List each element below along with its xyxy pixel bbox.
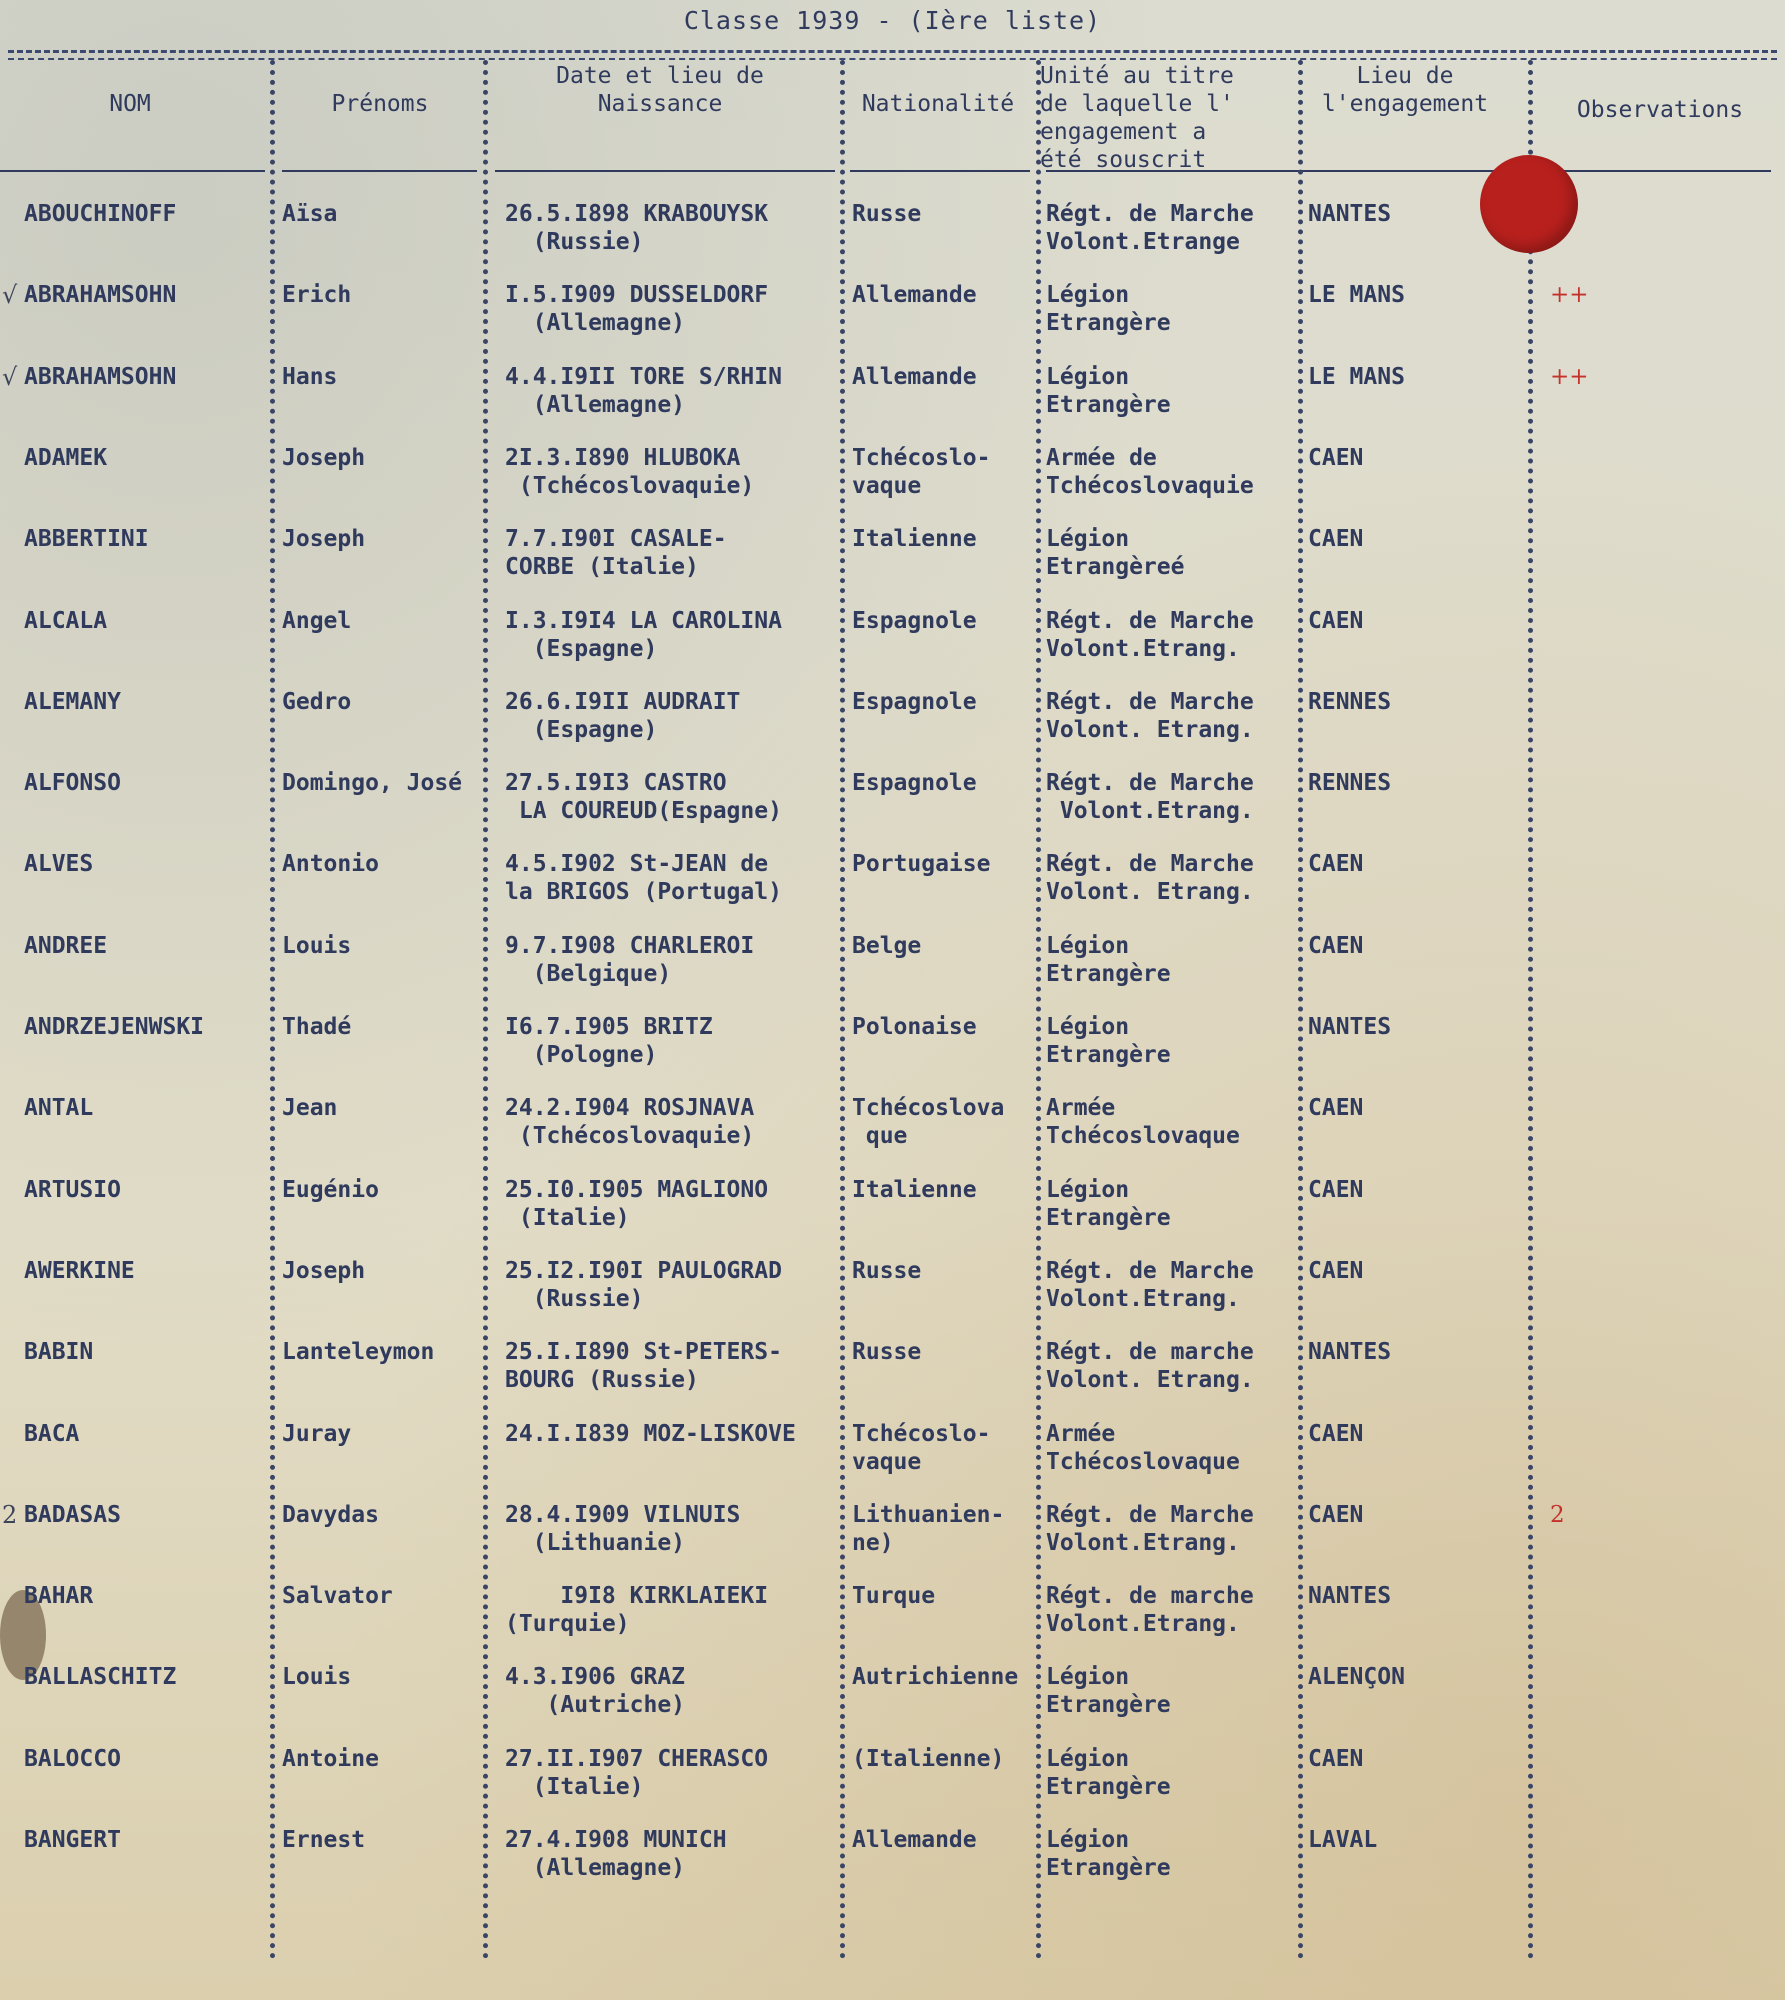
enlistment-place-cell: CAEN [1308,932,1364,959]
name-cell: ABOUCHINOFF [24,201,177,227]
enlistment-place-cell: LE MANS [1308,282,1405,309]
header-nom: NOM [109,91,151,117]
margin-check-mark: √ [2,281,18,310]
observations-cell: ++ [1550,282,1589,309]
birth-date-place-cell: I.3.I9I4 LA CAROLINA (Espagne) [505,607,782,662]
enlistment-place-cell: CAEN [1308,1176,1364,1203]
unit-cell: Légion Etrangère [1046,1014,1171,1068]
enlistment-place-cell: CAEN [1308,1745,1364,1772]
enlistment-place-cell: RENNES [1308,688,1392,715]
birth-date-place-cell: 27.4.I908 MUNICH (Allemagne) [505,1827,727,1881]
prenom-cell: Thadé [282,1014,352,1040]
name-cell: ALEMANY [24,688,121,715]
name-cell: BANGERT [24,1827,121,1853]
enlistment-place-cell: NANTES [1308,1014,1392,1040]
prenom-cell: Joseph [282,1257,366,1284]
table-row [0,1663,1785,1744]
prenom-cell: Hans [282,363,338,390]
table-row [0,363,1785,444]
enlistment-place-cell: CAEN [1308,851,1364,878]
unit-cell: Légion Etrangère [1046,1176,1171,1231]
birth-date-place-cell: 25.I.I890 St-PETERS- BOURG (Russie) [505,1339,782,1394]
header-rule [850,170,1030,172]
unit-cell: Régt. de marche Volont.Etrang. [1046,1583,1254,1638]
table-row [0,281,1785,362]
prenom-cell: Angel [282,607,352,634]
nationality-cell: Portugaise [852,851,991,878]
table-row [0,1176,1785,1257]
header-lieu-engagement: Lieu de l'engagement [1321,63,1489,117]
table-row [0,688,1785,769]
name-cell: ALFONSO [24,770,121,797]
name-cell: ADAMEK [24,444,108,471]
table-row [0,1501,1785,1582]
name-cell: ARTUSIO [24,1176,121,1203]
name-cell: BACA [24,1420,80,1447]
enlistment-place-cell: LE MANS [1308,363,1405,390]
prenom-cell: Davydas [282,1501,379,1528]
unit-cell: Régt. de Marche Volont. Etrang. [1046,851,1254,906]
nationality-cell: Allemande [852,1827,977,1853]
name-cell: BAHAR [24,1583,94,1610]
nationality-cell: Russe [852,201,922,227]
table-row [0,1257,1785,1338]
unit-cell: Légion Etrangère [1046,282,1171,337]
birth-date-place-cell: 4.3.I906 GRAZ (Autriche) [505,1664,686,1719]
unit-cell: Légion Etrangère [1046,932,1171,987]
margin-check-mark: √ [2,362,18,391]
enlistment-place-cell: ALENÇON [1308,1664,1405,1691]
prenom-cell: Louis [282,1664,352,1691]
nationality-cell: Tchécoslo- vaque [852,444,991,499]
table-row [0,444,1785,525]
birth-date-place-cell: 26.5.I898 KRABOUYSK (Russie) [505,201,769,255]
unit-cell: Régt. de Marche Volont.Etrange [1046,201,1254,255]
birth-date-place-cell: 9.7.I908 CHARLEROI (Belgique) [505,932,755,987]
header-rule [1046,170,1771,172]
nationality-cell: Autrichienne [852,1664,1019,1691]
nationality-cell: Espagnole [852,607,977,634]
header-prenoms: Prénoms [331,91,429,117]
nationality-cell: Belge [852,932,922,959]
prenom-cell: Antoine [282,1745,379,1772]
prenom-cell: Erich [282,282,352,309]
name-cell: ALCALA [24,607,108,634]
header-date-lieu: Date et lieu de Naissance [556,63,764,117]
nationality-cell: Polonaise [852,1014,977,1040]
name-cell: BALLASCHITZ [24,1664,177,1691]
birth-date-place-cell: I6.7.I905 BRITZ (Pologne) [505,1014,713,1068]
table-row [0,525,1785,606]
nationality-cell: Espagnole [852,770,977,797]
table-row [0,1745,1785,1826]
birth-date-place-cell: 4.5.I902 St-JEAN de la BRIGOS (Portugal) [505,851,782,906]
document-title: Classe 1939 - (Ière liste) [683,6,1102,35]
prenom-cell: Joseph [282,526,366,553]
prenom-cell: Antonio [282,851,379,878]
name-cell: ABRAHAMSOHN [24,363,177,390]
header-nationalite: Nationalité [861,91,1015,117]
nationality-cell: Russe [852,1257,922,1284]
enlistment-place-cell: NANTES [1308,1339,1392,1366]
name-cell: BALOCCO [24,1745,121,1772]
enlistment-place-cell: CAEN [1308,444,1364,471]
prenom-cell: Gedro [282,688,352,715]
header-unite: Unité au titre de laquelle l' engagement a été souscrit [1040,63,1234,173]
nationality-cell: Allemande [852,282,977,309]
nationality-cell: Italienne [852,1176,977,1203]
header-rule [282,170,477,172]
observations-cell: 2 [1550,1501,1565,1528]
enlistment-place-cell: LAVAL [1308,1827,1378,1853]
enlistment-place-cell: CAEN [1308,1095,1364,1122]
enlistment-place-cell: CAEN [1308,1257,1364,1284]
unit-cell: Légion Etrangèreé [1046,526,1185,581]
table-row [0,1826,1785,1907]
birth-date-place-cell: 27.II.I907 CHERASCO (Italie) [505,1745,769,1800]
birth-date-place-cell: I9I8 KIRKLAIEKI (Turquie) [505,1583,769,1638]
enlistment-place-cell: NANTES [1308,1583,1392,1610]
table-row [0,1013,1785,1094]
name-cell: BABIN [24,1339,94,1366]
unit-cell: Régt. de Marche Volont.Etrang. [1046,1257,1254,1312]
nationality-cell: Russe [852,1339,922,1366]
name-cell: BADASAS [24,1501,121,1528]
birth-date-place-cell: 24.2.I904 ROSJNAVA (Tchécoslovaquie) [505,1095,755,1150]
prenom-cell: Joseph [282,444,366,471]
nationality-cell: Italienne [852,526,977,553]
enlistment-place-cell: CAEN [1308,1501,1364,1528]
prenom-cell: Eugénio [282,1176,379,1203]
name-cell: ALVES [24,851,94,878]
birth-date-place-cell: 28.4.I909 VILNUIS (Lithuanie) [505,1501,741,1556]
nationality-cell: Tchécoslova que [852,1095,1005,1150]
unit-cell: Armée Tchécoslovaque [1046,1095,1240,1150]
unit-cell: Régt. de Marche Volont.Etrang. [1046,1501,1254,1556]
unit-cell: Légion Etrangère [1046,363,1171,418]
birth-date-place-cell: 27.5.I9I3 CASTRO LA COUREUD(Espagne) [505,770,782,825]
table-row [0,1338,1785,1419]
prenom-cell: Aïsa [282,201,338,227]
table-row [0,1094,1785,1175]
enlistment-place-cell: CAEN [1308,526,1364,553]
unit-cell: Régt. de Marche Volont.Etrang. [1046,770,1254,825]
enlistment-place-cell: CAEN [1308,607,1364,634]
birth-date-place-cell: 7.7.I90I CASALE- CORBE (Italie) [505,526,727,581]
prenom-cell: Ernest [282,1827,366,1853]
table-row [0,769,1785,850]
name-cell: ANDRZEJENWSKI [24,1014,205,1040]
birth-date-place-cell: 25.I0.I905 MAGLIONO (Italie) [505,1176,769,1231]
header-rule [0,170,265,172]
prenom-cell: Salvator [282,1583,393,1610]
prenom-cell: Domingo, José [282,770,463,797]
birth-date-place-cell: 26.6.I9II AUDRAIT (Espagne) [505,688,741,743]
table-row [0,932,1785,1013]
name-cell: ANTAL [24,1095,94,1122]
birth-date-place-cell: I.5.I909 DUSSELDORF (Allemagne) [505,282,769,337]
nationality-cell: Lithuanien- ne) [852,1501,1005,1556]
birth-date-place-cell: 2I.3.I890 HLUBOKA (Tchécoslovaquie) [505,444,755,499]
table-row [0,1582,1785,1663]
unit-cell: Légion Etrangère [1046,1664,1171,1719]
observations-cell: ++ [1550,363,1589,390]
table-row [0,200,1785,281]
name-cell: AWERKINE [24,1257,135,1284]
table-row [0,850,1785,931]
birth-date-place-cell: 25.I2.I90I PAULOGRAD (Russie) [505,1257,782,1312]
unit-cell: Légion Etrangère [1046,1745,1171,1800]
unit-cell: Armée Tchécoslovaque [1046,1420,1240,1475]
nationality-cell: Allemande [852,363,977,390]
unit-cell: Régt. de marche Volont. Etrang. [1046,1339,1254,1394]
birth-date-place-cell: 24.I.I839 MOZ-LISKOVE [505,1420,796,1447]
unit-cell: Régt. de Marche Volont.Etrang. [1046,607,1254,662]
name-cell: ABRAHAMSOHN [24,282,177,309]
enlistment-place-cell: CAEN [1308,1420,1364,1447]
table-row [0,607,1785,688]
name-cell: ABBERTINI [24,526,149,553]
header-observations: Observations [1576,97,1744,123]
prenom-cell: Lanteleymon [282,1339,435,1366]
prenom-cell: Jean [282,1095,338,1122]
nationality-cell: Espagnole [852,688,977,715]
nationality-cell: Tchécoslo- vaque [852,1420,991,1475]
title-rule [8,50,1777,53]
nationality-cell: (Italienne) [852,1745,1005,1772]
unit-cell: Armée de Tchécoslovaquie [1046,444,1254,499]
margin-check-mark: 2 [2,1500,18,1529]
nationality-cell: Turque [852,1583,936,1610]
birth-date-place-cell: 4.4.I9II TORE S/RHIN (Allemagne) [505,363,782,418]
name-cell: ANDREE [24,932,108,959]
unit-cell: Régt. de Marche Volont. Etrang. [1046,688,1254,743]
enlistment-place-cell: NANTES [1308,201,1392,227]
prenom-cell: Louis [282,932,352,959]
table-row [0,1420,1785,1501]
prenom-cell: Juray [282,1420,352,1447]
header-rule [495,170,835,172]
unit-cell: Légion Etrangère [1046,1827,1171,1881]
enlistment-place-cell: RENNES [1308,770,1392,797]
